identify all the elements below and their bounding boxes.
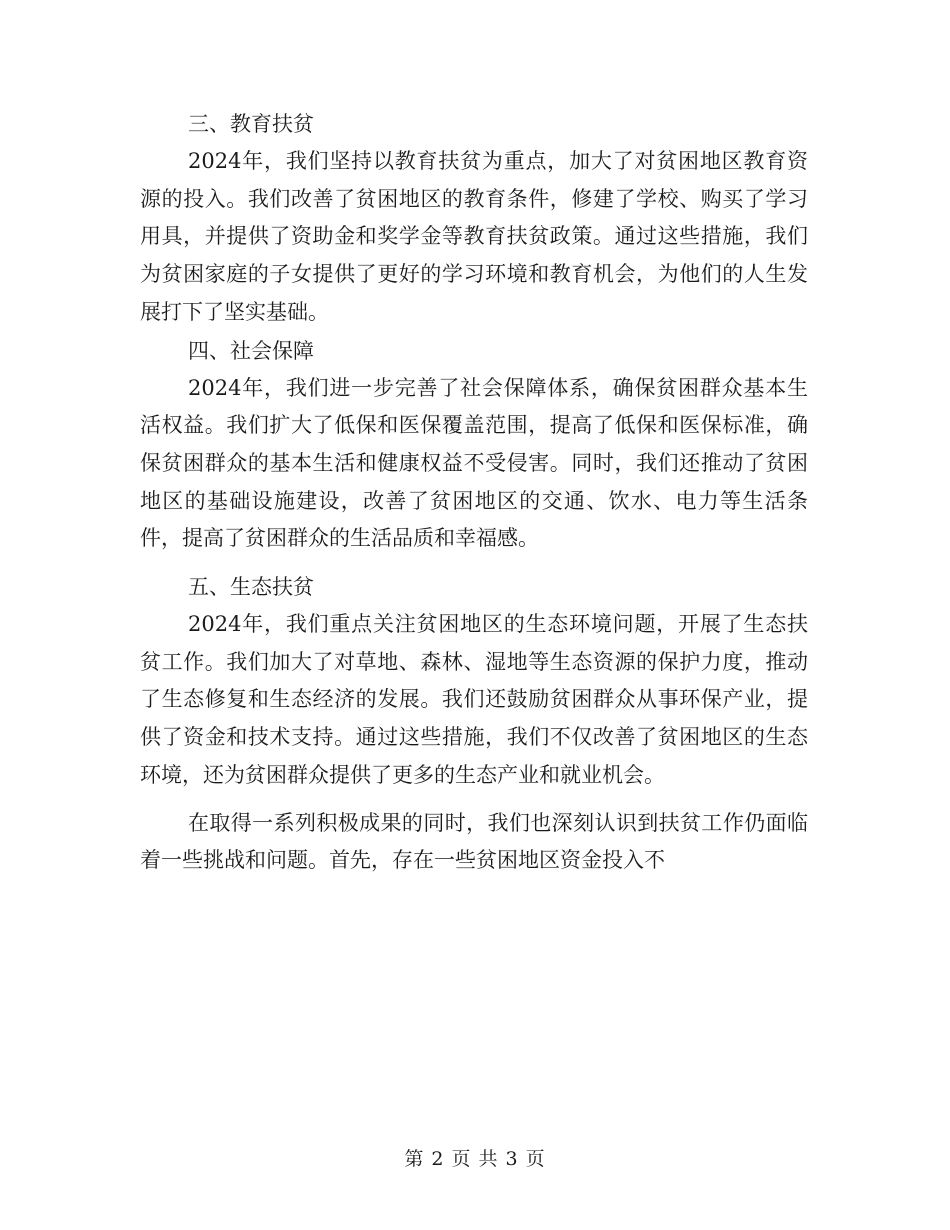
paragraph-ecology: 2024年，我们重点关注贫困地区的生态环境问题，开展了生态扶贫工作。我们加大了对草地、森林、湿地等生态资源的保护力度，推动了生态修复和生态经济的发展。我们还鼓励贫困群众从事环保产业，提供了资金和技术支持。通过这些措施，我们不仅改善了贫困地区的生态环境，还为贫困群众提供了更多的生态产业和就业机会。: [140, 612, 808, 787]
paragraph-education: 2024年，我们坚持以教育扶贫为重点，加大了对贫困地区教育资源的投入。我们改善了贫困地区的教育条件，修建了学校、购买了学习用具，并提供了资助金和奖学金等教育扶贫政策。通过这些措施，我们为贫困家庭的子女提供了更好的学习环境和教育机会，为他们的人生发展打下了坚实基础。: [140, 149, 808, 324]
page-number-footer: 第 2 页 共 3 页: [404, 1148, 546, 1170]
section-heading-education: 三、教育扶贫: [188, 112, 314, 136]
section-heading-ecology: 五、生态扶贫: [188, 575, 314, 600]
document-body: [140, 105, 808, 880]
paragraph-social-security: 2024年，我们进一步完善了社会保障体系，确保贫困群众基本生活权益。我们扩大了低保和医保覆盖范围，提高了低保和医保标准，确保贫困群众的基本生活和健康权益不受侵害。同时，我们还推动了贫困地区的基础设施建设，改善了贫困地区的交通、饮水、电力等生活条件，提高了贫困群众的生活品质和幸福感。: [140, 375, 808, 551]
section-heading-social-security: 四、社会保障: [188, 338, 314, 363]
paragraph-challenges: 在取得一系列积极成果的同时，我们也深刻认识到扶贫工作仍面临着一些挑战和问题。首先，存在一些贫困地区资金投入不: [140, 810, 808, 873]
